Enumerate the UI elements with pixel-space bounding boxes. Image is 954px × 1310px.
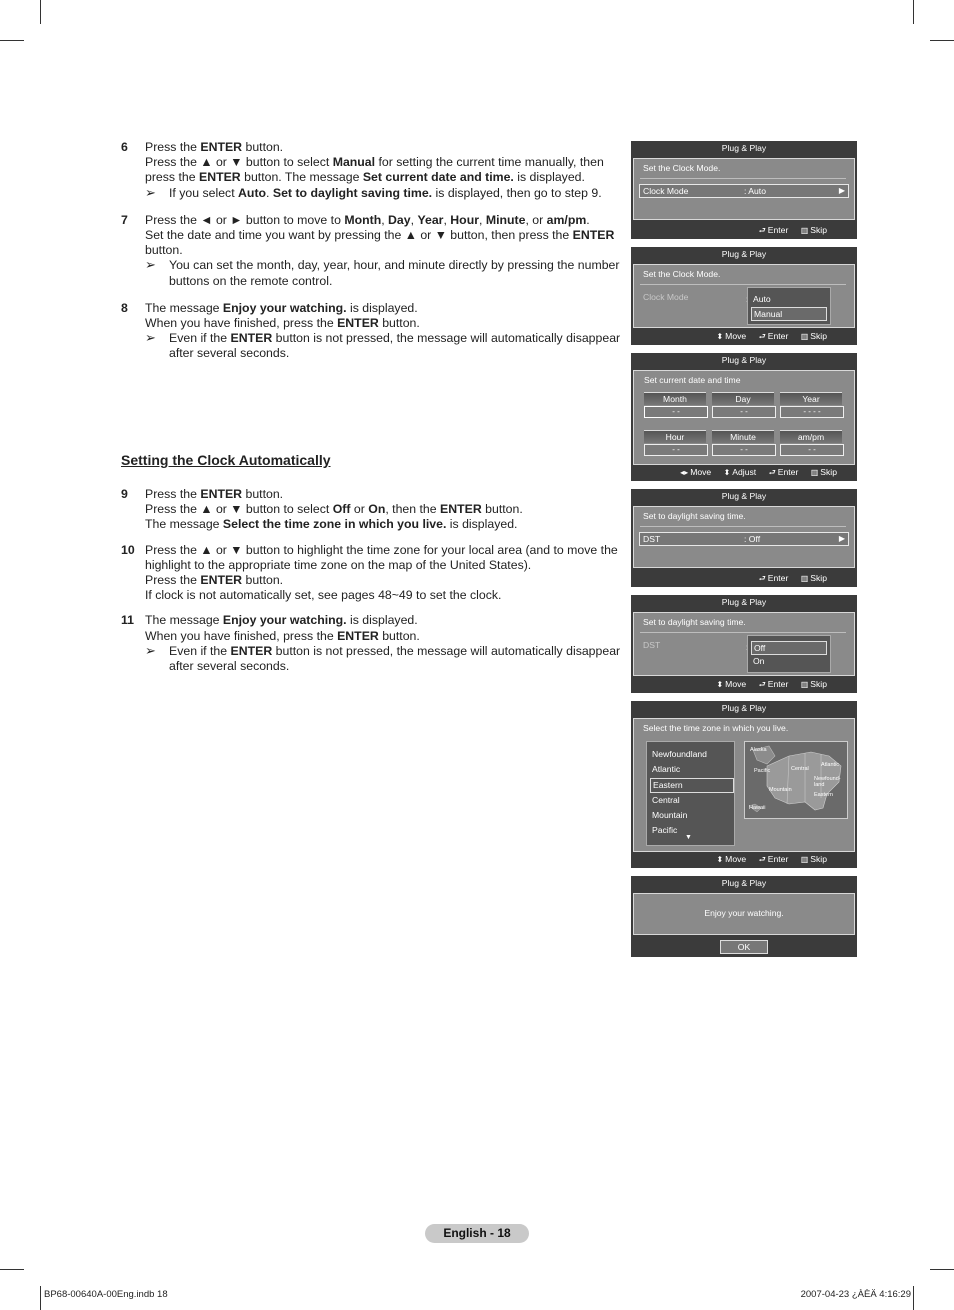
step-line: press the ENTER button. The message Set current date and time. is displayed. [145, 170, 585, 185]
osd-enjoy [631, 876, 857, 957]
osd-title: Plug & Play [721, 878, 767, 888]
divider [640, 632, 846, 633]
row-value: : Off [744, 534, 761, 544]
step-line: Press the ▲ or ▼ button to select Off or On, then the ENTER button. [145, 502, 523, 517]
step-line: Press the ENTER button. [145, 487, 284, 501]
skip-hint: ▥ Skip [800, 679, 827, 689]
step-8 [121, 301, 626, 362]
row-value: : Auto [744, 186, 766, 196]
step-line: Press the ◄ or ► button to move to Month, Day, Year, Hour, Minute, or am/pm. [145, 212, 590, 227]
skip-icon: ▥ [810, 468, 819, 477]
osd-panel [633, 612, 855, 676]
osd-title: Plug & Play [721, 355, 767, 365]
move-hint: ◂▸ Move [680, 467, 712, 477]
us-time-zone-map[interactable] [744, 741, 848, 819]
enter-hint: ⮐ Enter [759, 225, 789, 239]
osd-time-zone [631, 701, 857, 868]
osd-title: Plug & Play [721, 143, 767, 153]
ok-button[interactable]: OK [720, 940, 768, 954]
step-line: The message Enjoy your watching. is displayed. [145, 613, 418, 628]
enter-icon: ⮐ [768, 468, 776, 477]
updown-icon: ⬍ [723, 468, 731, 477]
dst-row[interactable] [639, 532, 849, 546]
skip-hint: ▥ Skip [810, 467, 837, 477]
note-arrow-icon: ➢ [145, 642, 156, 658]
step-11 [121, 613, 626, 674]
ampm-field[interactable]: - - [780, 444, 844, 456]
skip-icon: ▥ [800, 574, 809, 583]
dropdown-option-selected[interactable]: Off [751, 641, 827, 655]
move-hint: ⬍ Move [716, 679, 747, 689]
day-label: Day [712, 392, 774, 405]
map-label: Eastern [814, 792, 833, 798]
tz-option[interactable]: Pacific [652, 825, 678, 835]
row-label: Clock Mode [643, 186, 689, 196]
enter-hint: ⮐ Enter [759, 331, 789, 345]
map-label: Hawaii [749, 805, 766, 811]
row-label: DST [643, 534, 661, 544]
updown-icon: ⬍ [716, 855, 724, 864]
map-label: Central [791, 766, 809, 772]
note-arrow-icon: ➢ [145, 184, 156, 200]
osd-heading: Set to daylight saving time. [643, 617, 746, 627]
osd-panel [633, 718, 855, 852]
month-label: Month [644, 392, 706, 405]
crop-mark [0, 40, 24, 41]
osd-panel [633, 264, 855, 328]
file-slug: BP68-00640A-00Eng.indb 18 [44, 1289, 168, 1300]
leftright-icon: ◂▸ [680, 468, 689, 477]
osd-dst-select [631, 595, 857, 693]
enter-hint: ⮐ Enter [759, 679, 789, 693]
step-note: ➢ Even if the ENTER button is not pressed, the message will automatically disappear after several seconds. [145, 642, 621, 674]
note-arrow-icon: ➢ [145, 330, 156, 346]
skip-hint: ▥ Skip [800, 225, 827, 235]
enter-hint: ⮐ Enter [769, 467, 799, 481]
print-timestamp: 2007-04-23 ¿ÀÈÄ 4:16:29 [800, 1289, 911, 1300]
skip-hint: ▥ Skip [800, 573, 827, 583]
skip-hint: ▥ Skip [800, 854, 827, 864]
step-number: 6 [121, 140, 128, 154]
osd-footer [631, 573, 857, 584]
step-line: Set the date and time you want by pressing the ▲ or ▼ button, then press the ENTER [145, 228, 615, 243]
scroll-down-icon[interactable]: ▼ [685, 834, 692, 841]
map-label: Pacific [754, 768, 771, 774]
tz-option-selected[interactable]: Eastern [650, 778, 734, 793]
crop-mark [930, 1269, 954, 1270]
osd-panel [633, 370, 855, 465]
hour-label: Hour [644, 430, 706, 443]
osd-heading: Set current date and time [644, 375, 741, 385]
osd-panel [633, 893, 855, 935]
osd-footer [631, 225, 857, 236]
skip-hint: ▥ Skip [800, 331, 827, 341]
step-line: When you have finished, press the ENTER button. [145, 316, 420, 331]
year-label: Year [780, 392, 842, 405]
tz-option[interactable]: Atlantic [652, 764, 681, 774]
step-line: button. [145, 243, 183, 258]
month-field[interactable]: - - [644, 406, 708, 418]
skip-icon: ▥ [800, 680, 809, 689]
skip-icon: ▥ [800, 855, 809, 864]
step-number: 8 [121, 300, 128, 315]
dst-dropdown[interactable] [747, 635, 831, 673]
move-hint: ⬍ Move [716, 331, 747, 341]
enter-icon: ⮐ [758, 226, 766, 235]
step-line: Press the ENTER button. [145, 573, 284, 588]
osd-panel [633, 158, 855, 220]
ampm-label: am/pm [780, 430, 842, 443]
clock-mode-dropdown[interactable] [747, 287, 831, 325]
step-line: When you have finished, press the ENTER button. [145, 628, 420, 643]
enjoy-message: Enjoy your watching. [704, 908, 784, 918]
divider [640, 284, 846, 285]
enter-hint: ⮐ Enter [759, 573, 789, 587]
osd-footer [631, 467, 857, 478]
osd-title: Plug & Play [721, 703, 767, 713]
section-title: Setting the Clock Automatically [121, 452, 331, 468]
osd-dst [631, 489, 857, 587]
step-10 [121, 543, 626, 604]
step-line: Press the ▲ or ▼ button to select Manual for setting the current time manually, then [145, 155, 604, 170]
arrow-right-icon: ▶ [838, 186, 845, 195]
step-6 [121, 140, 626, 201]
minute-label: Minute [712, 430, 774, 443]
osd-title: Plug & Play [721, 597, 767, 607]
osd-title: Plug & Play [721, 491, 767, 501]
crop-mark [40, 1286, 41, 1310]
enter-icon: ⮐ [758, 574, 766, 583]
enter-icon: ⮐ [758, 855, 766, 864]
osd-title: Plug & Play [721, 249, 767, 259]
updown-icon: ⬍ [716, 332, 724, 341]
tz-option[interactable]: Newfoundland [652, 749, 707, 759]
step-line: The message Enjoy your watching. is displayed. [145, 300, 418, 315]
step-number: 9 [121, 487, 128, 501]
crop-mark [40, 0, 41, 24]
crop-mark [930, 40, 954, 41]
note-arrow-icon: ➢ [145, 257, 156, 273]
divider [640, 526, 846, 527]
map-label: Newfound-land [814, 776, 841, 788]
step-note: ➢ You can set the month, day, year, hour, and minute directly by pressing the number buttons on the remote control. [145, 257, 620, 288]
osd-clock-mode [631, 141, 857, 239]
osd-heading: Set the Clock Mode. [643, 269, 721, 279]
osd-panel [633, 506, 855, 568]
dropdown-option[interactable]: On [753, 656, 765, 666]
page-number-badge: English - 18 [425, 1224, 529, 1243]
osd-heading: Select the time zone in which you live. [643, 723, 789, 733]
osd-heading: Set to daylight saving time. [643, 511, 746, 521]
map-label: Atlantic [821, 762, 840, 768]
osd-heading: Set the Clock Mode. [643, 163, 721, 173]
divider [640, 178, 846, 179]
enter-hint: ⮐ Enter [759, 854, 789, 868]
step-line: Press the ENTER button. [145, 140, 284, 154]
crop-mark [0, 1269, 24, 1270]
step-note: ➢ Even if the ENTER button is not pressed, the message will automatically disappear after several seconds. [145, 330, 621, 361]
osd-footer [631, 854, 857, 865]
step-7 [121, 213, 626, 289]
tz-option[interactable]: Central [652, 795, 680, 805]
year-field[interactable]: - - - - [780, 406, 844, 418]
skip-icon: ▥ [800, 226, 809, 235]
steps-automatic [121, 487, 626, 681]
step-number: 11 [121, 613, 134, 628]
step-line: highlight to the appropriate time zone on the map of the United States). [145, 557, 532, 572]
step-line: The message Select the time zone in which you live. is displayed. [145, 517, 518, 532]
osd-clock-mode-select [631, 247, 857, 345]
map-label: Alaska [750, 747, 767, 753]
crop-mark [913, 1286, 914, 1310]
hour-field[interactable]: - - [644, 444, 708, 456]
clock-mode-row[interactable] [639, 184, 849, 198]
adjust-hint: ⬍ Adjust [723, 467, 757, 477]
minute-field[interactable]: - - [712, 444, 776, 456]
dropdown-option-selected[interactable]: Manual [751, 307, 827, 321]
step-9 [121, 487, 626, 533]
dropdown-option[interactable]: Auto [753, 294, 771, 304]
move-hint: ⬍ Move [716, 854, 747, 864]
steps-manual [121, 140, 626, 369]
step-line: Press the ▲ or ▼ button to highlight the time zone for your local area (and to move the [145, 542, 618, 557]
updown-icon: ⬍ [716, 680, 724, 689]
map-label: Mountain [769, 787, 792, 793]
dst-label: DST [643, 640, 661, 650]
step-line: If clock is not automatically set, see pages 48~49 to set the clock. [145, 588, 502, 603]
step-number: 10 [121, 542, 135, 557]
step-number: 7 [121, 212, 128, 227]
clock-mode-label: Clock Mode [643, 292, 689, 302]
time-zone-list[interactable] [646, 741, 735, 846]
day-field[interactable]: - - [712, 406, 776, 418]
crop-mark [913, 0, 914, 24]
osd-footer [631, 331, 857, 342]
enter-icon: ⮐ [758, 680, 766, 689]
step-note: ➢ If you select Auto. Set to daylight saving time. is displayed, then go to step 9. [145, 184, 602, 200]
enter-icon: ⮐ [758, 332, 766, 341]
osd-date-time [631, 353, 857, 481]
skip-icon: ▥ [800, 332, 809, 341]
osd-footer [631, 679, 857, 690]
tz-option[interactable]: Mountain [652, 810, 688, 820]
arrow-right-icon: ▶ [838, 534, 845, 543]
